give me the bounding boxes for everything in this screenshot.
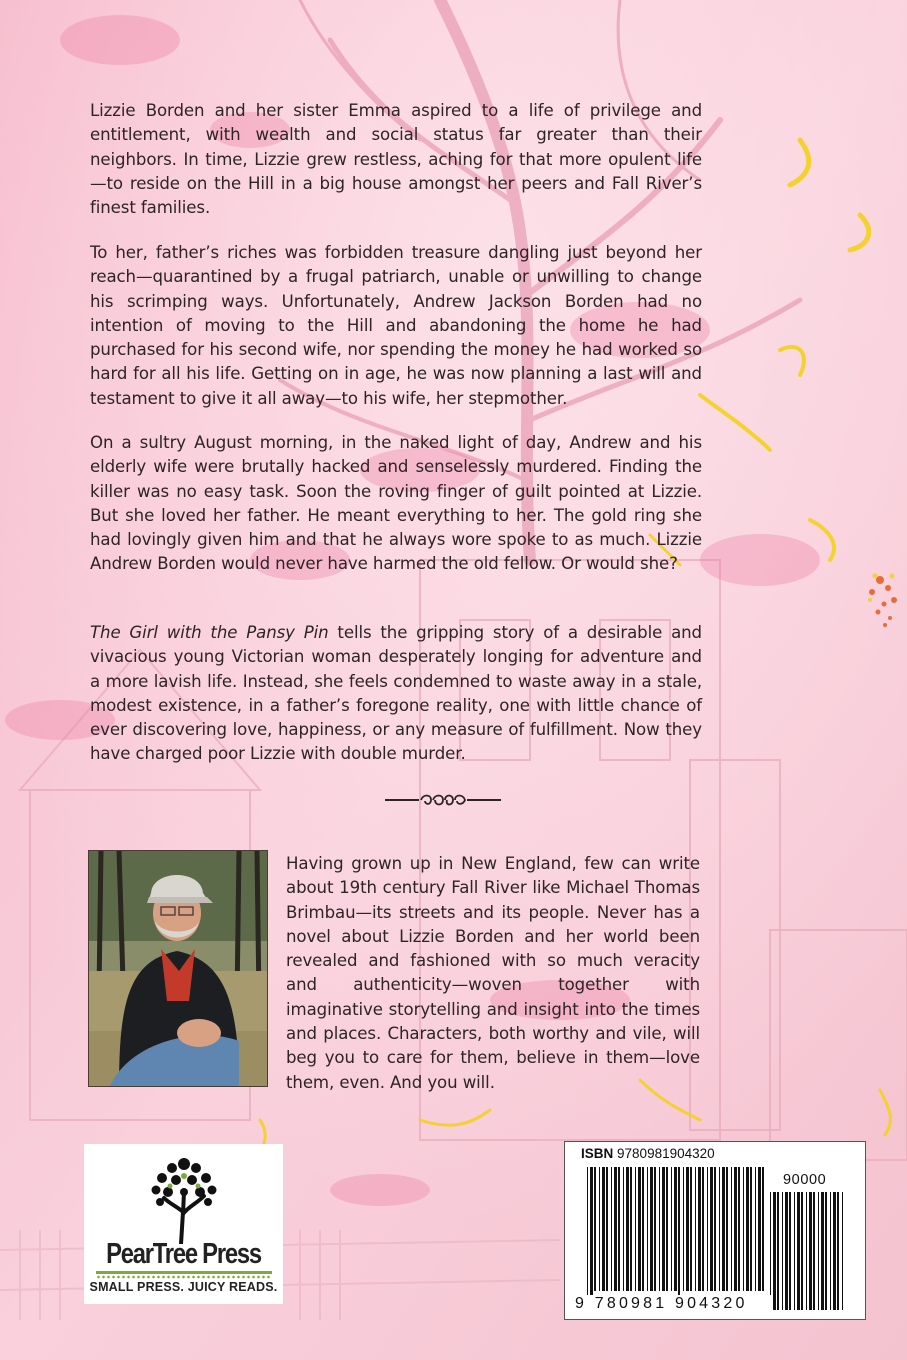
barcode-bar <box>734 1167 737 1291</box>
barcode-bar <box>842 1192 843 1310</box>
barcode-bar <box>797 1192 800 1310</box>
barcode-bar <box>647 1167 648 1291</box>
barcode-bar <box>707 1167 708 1291</box>
barcode-bar <box>837 1192 839 1310</box>
publisher-name: PearTree Press <box>106 1238 261 1270</box>
barcode-bar <box>662 1167 665 1291</box>
description-paragraph-2: To her, father’s riches was forbidden treasure dangling just beyond her reach—quarantined by a frugal patriarch, unable or unwilling to change his scrimping ways. Unfortunately, Andrew Jackson Borden had no intention of moving to the Hill and abandoning the home he had purchased for his second wife, nor spending the money he had worked so hard for all his life. Getting on in age, he was now planning a last will and testament to give it all away—to his wife, her stepmother. <box>90 243 702 408</box>
isbn-line <box>581 1146 715 1161</box>
barcode-bar <box>789 1192 791 1310</box>
barcode-bar <box>618 1167 620 1291</box>
barcode-bar <box>719 1167 720 1291</box>
barcode-bar <box>806 1192 807 1310</box>
barcode-bar <box>762 1167 764 1291</box>
publisher-logo <box>84 1144 283 1304</box>
barcode-bar <box>743 1167 744 1291</box>
barcode-bar <box>746 1167 749 1291</box>
logo-rule <box>96 1271 272 1274</box>
barcode-bar <box>777 1192 779 1310</box>
barcode-bar <box>726 1167 728 1291</box>
ornament-divider-icon <box>385 790 501 810</box>
barcode-bar <box>650 1167 653 1291</box>
barcode-bar <box>695 1167 696 1291</box>
description-paragraph-4-text: tells the gripping story of a desirable and vivacious young Victorian woman desperately longing for adventure and a more lavish life. Instead, she feels condemned to waste away in a stale, modest existence, in a father’s foregone reality, one with little chance of ever discovering love, happiness, or any measure of fulfillment. Now they have charged poor Lizzie with double murder. <box>90 623 702 764</box>
barcode-bar <box>830 1192 831 1310</box>
logo-dots <box>96 1275 272 1279</box>
barcode-bar <box>606 1167 608 1291</box>
barcode-bar <box>738 1167 740 1291</box>
barcode-bar <box>683 1167 684 1291</box>
barcode-bar <box>773 1192 776 1310</box>
barcode-bar <box>782 1192 783 1310</box>
barcode-bar <box>590 1167 593 1299</box>
barcode-bar <box>614 1167 617 1291</box>
barcode-bar <box>801 1192 803 1310</box>
barcode-bar <box>813 1192 815 1310</box>
barcode-bar <box>833 1192 836 1310</box>
description-paragraph-1: Lizzie Borden and her sister Emma aspired to a life of privilege and entitlement, with wealth and social status far greater than their neighbors. In time, Lizzie grew restless, aching for that more opulent life—to reside on the Hill in a big house amongst her peers and Fall River’s finest families. <box>90 101 702 218</box>
barcode-bar <box>666 1167 668 1291</box>
barcode-bar <box>702 1167 704 1291</box>
barcode-addon-bars <box>770 1192 847 1310</box>
barcode-bar <box>710 1167 713 1291</box>
barcode-bar <box>611 1167 612 1291</box>
barcode-bar <box>587 1167 588 1299</box>
barcode-bar <box>599 1167 600 1291</box>
barcode-bar <box>755 1167 756 1291</box>
author-bio: Having grown up in New England, few can write about 19th century Fall River like Michael Thomas Brimbau—its streets and its people. Never has a novel about Lizzie Borden and her world been revealed and fashioned with so much veracity and authenticity—woven together with imaginative storytelling and insight into the times and places. Characters, both worthy and vile, will beg you to care for them, believe in them—love them, even. And you will. <box>286 854 700 1092</box>
description-paragraph-3: On a sultry August morning, in the naked light of day, Andrew and his elderly wife were brutally hacked and senselessly murdered. Finding the killer was no easy task. Soon the roving finger of guilt pointed at Lizzie. But she loved her father. He meant everything to her. The gold ring she had lovingly given him and that he always wore spoke to as much. Lizzie Andrew Borden would never have harmed the old fellow. Or would she? <box>90 433 702 574</box>
barcode-bar <box>674 1167 677 1291</box>
barcode-bar <box>785 1192 788 1310</box>
barcode-bar <box>659 1167 660 1291</box>
barcode-bar <box>594 1167 596 1291</box>
barcode-bar <box>654 1167 656 1291</box>
barcode-bar <box>678 1167 680 1299</box>
barcode-bar <box>635 1167 636 1291</box>
isbn-label: ISBN <box>581 1146 614 1161</box>
isbn-barcode <box>564 1141 866 1320</box>
barcode-bars <box>587 1167 769 1299</box>
barcode-bar <box>626 1167 629 1291</box>
barcode-bar <box>630 1167 632 1291</box>
barcode-bar <box>638 1167 641 1291</box>
barcode-bar <box>731 1167 732 1291</box>
barcode-bar <box>809 1192 812 1310</box>
barcode-bar <box>825 1192 827 1310</box>
book-title: The Girl with the Pansy Pin <box>90 623 329 642</box>
publisher-tagline: SMALL PRESS. JUICY READS. <box>89 1280 278 1294</box>
barcode-bar <box>770 1192 771 1310</box>
barcode-bar <box>671 1167 672 1291</box>
barcode-bar <box>698 1167 701 1291</box>
barcode-bar <box>714 1167 716 1291</box>
isbn-number: 9780981904320 <box>617 1146 715 1161</box>
barcode-bar <box>602 1167 605 1291</box>
barcode-bar <box>818 1192 819 1310</box>
author-photo <box>88 850 268 1087</box>
barcode-bar <box>686 1167 689 1291</box>
barcode-bar <box>750 1167 752 1291</box>
barcode-bar <box>690 1167 692 1291</box>
description-paragraph-4 <box>90 621 702 767</box>
barcode-bar <box>794 1192 795 1310</box>
barcode-digits: 9 780981 904320 <box>575 1295 771 1313</box>
barcode-bar <box>758 1167 761 1291</box>
price-code: 90000 <box>783 1172 827 1188</box>
barcode-bar <box>623 1167 624 1291</box>
barcode-bar <box>821 1192 824 1310</box>
tree-icon <box>148 1152 220 1244</box>
barcode-bar <box>722 1167 725 1291</box>
barcode-bar <box>642 1167 644 1291</box>
